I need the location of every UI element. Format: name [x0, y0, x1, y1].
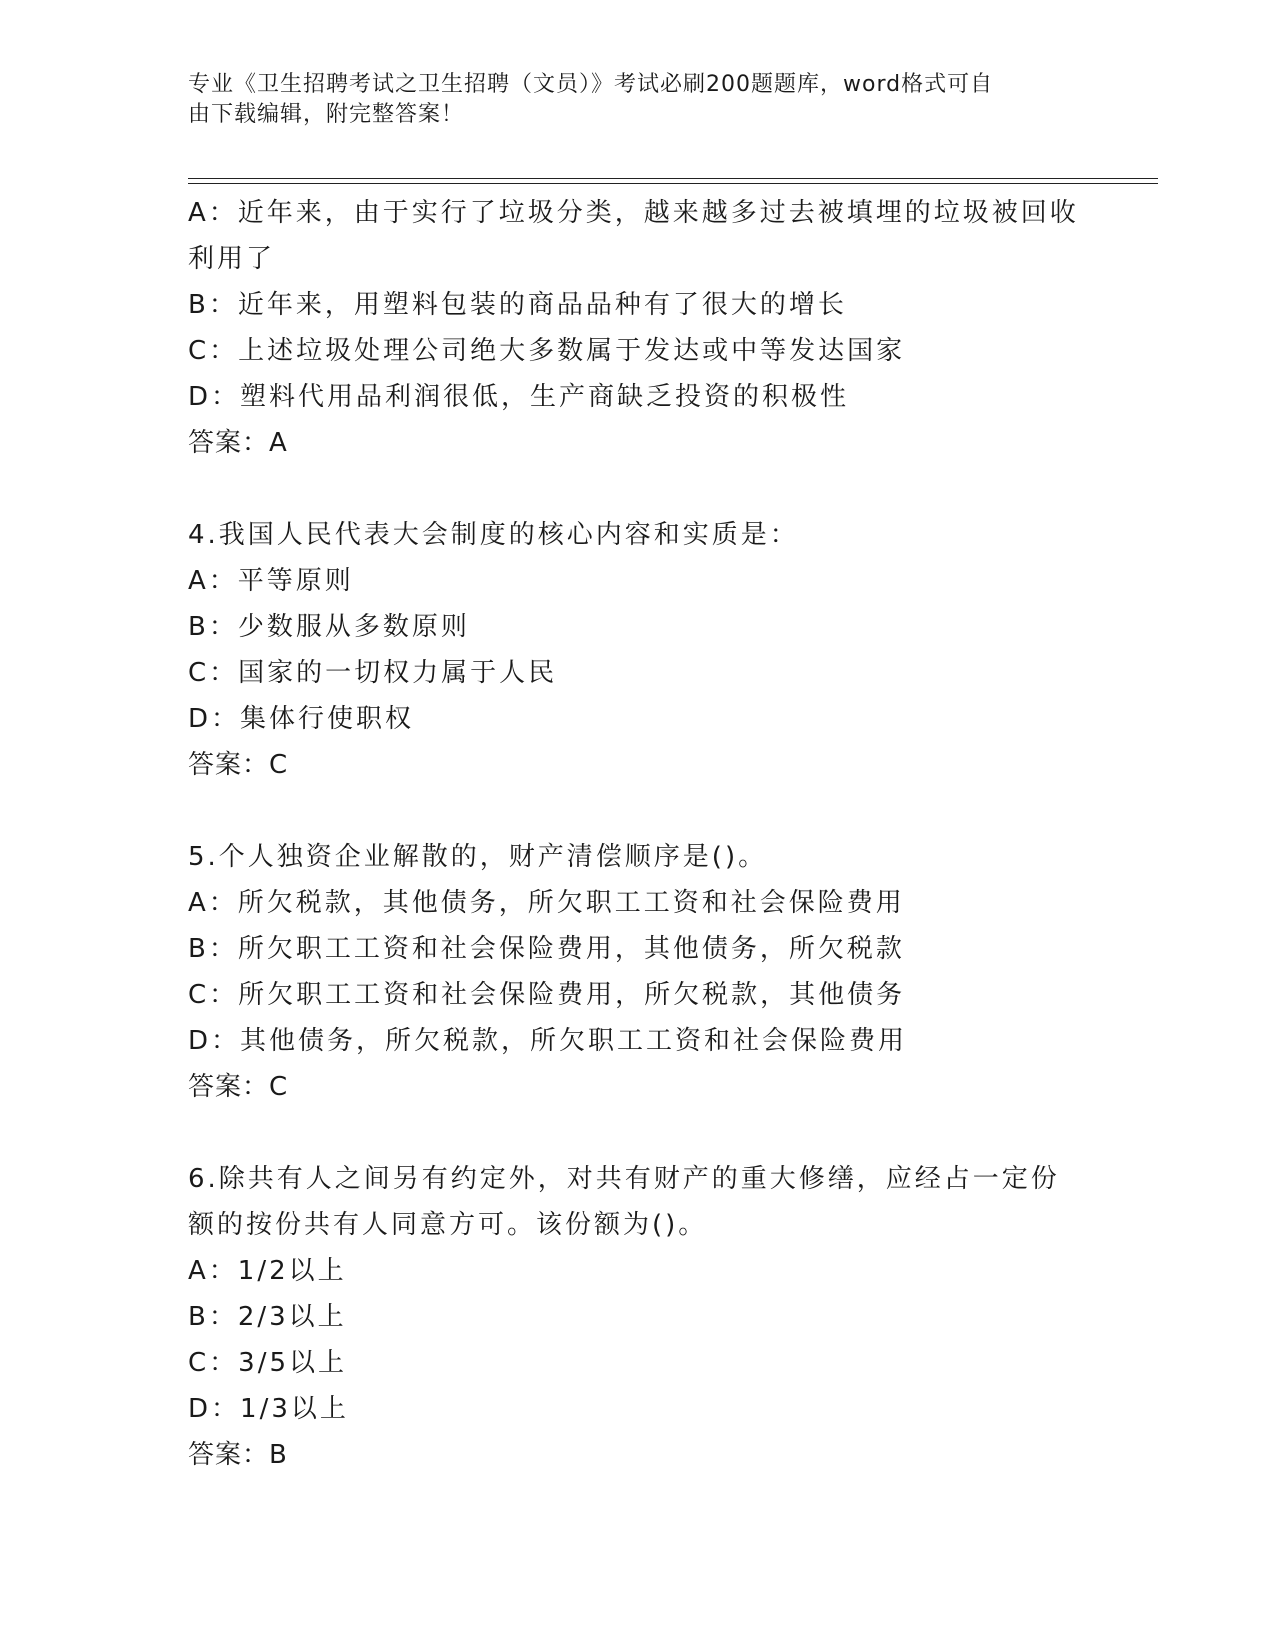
question-stem-line-1: 6.除共有人之间另有约定外，对共有财产的重大修缮，应经占一定份 — [188, 1164, 1060, 1194]
option-a-line-2: 利用了 — [188, 244, 276, 274]
option-d: D：其他债务，所欠税款，所欠职工工资和社会保险费用 — [188, 1026, 908, 1056]
option-b: B：所欠职工工资和社会保险费用，其他债务，所欠税款 — [188, 934, 905, 964]
document-header — [188, 70, 1068, 130]
header-divider-bottom — [188, 183, 1158, 184]
question-4 — [188, 512, 1088, 788]
answer: 答案：A — [188, 428, 288, 458]
option-a: A：平等原则 — [188, 566, 354, 596]
option-a-line-1: A：近年来，由于实行了垃圾分类，越来越多过去被填埋的垃圾被回收 — [188, 198, 1079, 228]
question-stem: 4.我国人民代表大会制度的核心内容和实质是： — [188, 520, 799, 550]
question-list — [188, 190, 1088, 1478]
option-b: B：少数服从多数原则 — [188, 612, 470, 642]
option-a: A：所欠税款，其他债务，所欠职工工资和社会保险费用 — [188, 888, 905, 918]
question-stem: 5.个人独资企业解散的，财产清偿顺序是()。 — [188, 842, 768, 872]
option-c: C：国家的一切权力属于人民 — [188, 658, 558, 688]
option-c: C：上述垃圾处理公司绝大多数属于发达或中等发达国家 — [188, 336, 906, 366]
option-d: D：塑料代用品利润很低，生产商缺乏投资的积极性 — [188, 382, 850, 412]
answer: 答案：C — [188, 750, 289, 780]
option-d: D：1/3以上 — [188, 1394, 349, 1424]
question-6 — [188, 1156, 1088, 1478]
question-stem-line-2: 额的按份共有人同意方可。该份额为()。 — [188, 1210, 708, 1240]
question-5 — [188, 834, 1088, 1110]
question-3 — [188, 190, 1088, 466]
spacer — [188, 1110, 1088, 1156]
header-line-1: 专业《卫生招聘考试之卫生招聘（文员）》考试必刷200题题库，word格式可自 — [188, 72, 994, 97]
header-line-2: 由下载编辑，附完整答案！ — [188, 102, 465, 127]
option-d: D：集体行使职权 — [188, 704, 415, 734]
option-c: C：所欠职工工资和社会保险费用，所欠税款，其他债务 — [188, 980, 906, 1010]
option-c: C：3/5以上 — [188, 1348, 347, 1378]
option-b: B：近年来，用塑料包装的商品品种有了很大的增长 — [188, 290, 847, 320]
option-b: B：2/3以上 — [188, 1302, 347, 1332]
spacer — [188, 466, 1088, 512]
header-divider-top — [188, 178, 1158, 179]
option-a: A：1/2以上 — [188, 1256, 347, 1286]
spacer — [188, 788, 1088, 834]
answer: 答案：B — [188, 1440, 288, 1470]
answer: 答案：C — [188, 1072, 289, 1102]
